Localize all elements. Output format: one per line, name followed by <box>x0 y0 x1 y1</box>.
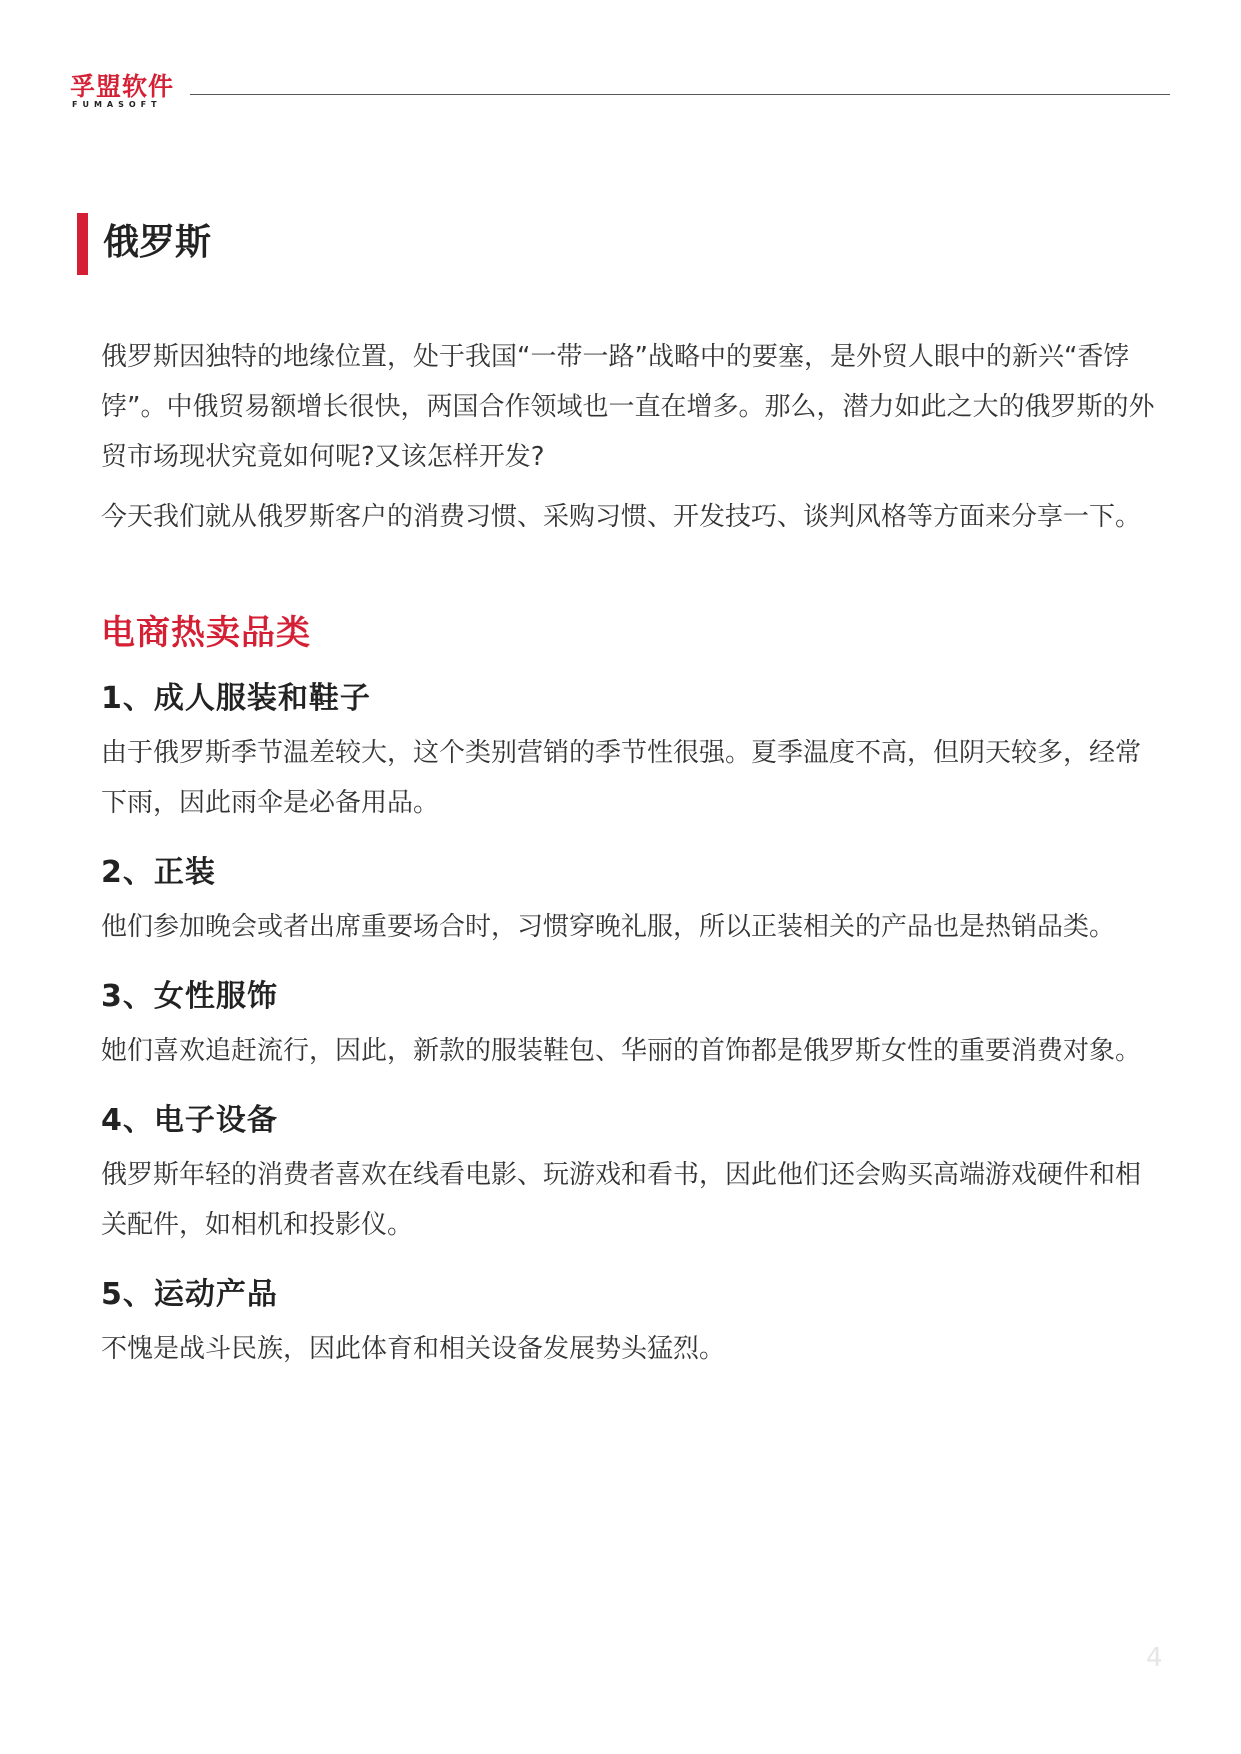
page-header <box>70 72 1170 112</box>
item-title: 3、女性服饰 <box>101 979 278 1014</box>
intro-paragraph: 俄罗斯因独特的地缘位置，处于我国“一带一路”战略中的要塞，是外贸人眼中的新兴“香饽饽”。中俄贸易额增长很快，两国合作领域也一直在增多。那么，潜力如此之大的俄罗斯的外贸市场现状究竟如何呢?又该怎样开发? <box>101 342 1155 472</box>
item-title: 5、运动产品 <box>101 1277 278 1312</box>
section-title: 俄罗斯 <box>103 222 212 263</box>
subsection-title: 电商热卖品类 <box>101 613 311 653</box>
item-title: 1、成人服装和鞋子 <box>101 681 371 716</box>
item-title: 4、电子设备 <box>101 1103 278 1138</box>
item-body: 不愧是战斗民族，因此体育和相关设备发展势头猛烈。 <box>101 1334 726 1364</box>
logo-text: 孚盟软件 <box>70 72 175 101</box>
item-title: 2、正装 <box>101 855 216 890</box>
page-content <box>101 332 1161 1374</box>
item-body: 俄罗斯年轻的消费者喜欢在线看电影、玩游戏和看书，因此他们还会购买高端游戏硬件和相关配件，如相机和投影仪。 <box>101 1160 1142 1240</box>
page-number: 4 <box>1146 1643 1163 1673</box>
logo-subtext: FUMASOFT <box>72 100 162 109</box>
section-accent-bar <box>77 213 88 275</box>
intro-paragraph: 今天我们就从俄罗斯客户的消费习惯、采购习惯、开发技巧、谈判风格等方面来分享一下。 <box>101 502 1142 532</box>
item-body: 她们喜欢追赶流行，因此，新款的服装鞋包、华丽的首饰都是俄罗斯女性的重要消费对象。 <box>101 1036 1142 1066</box>
header-divider <box>190 94 1170 95</box>
item-body: 由于俄罗斯季节温差较大，这个类别营销的季节性很强。夏季温度不高，但阴天较多，经常下雨，因此雨伞是必备用品。 <box>101 738 1142 818</box>
item-body: 他们参加晚会或者出席重要场合时，习惯穿晚礼服，所以正装相关的产品也是热销品类。 <box>101 912 1116 942</box>
